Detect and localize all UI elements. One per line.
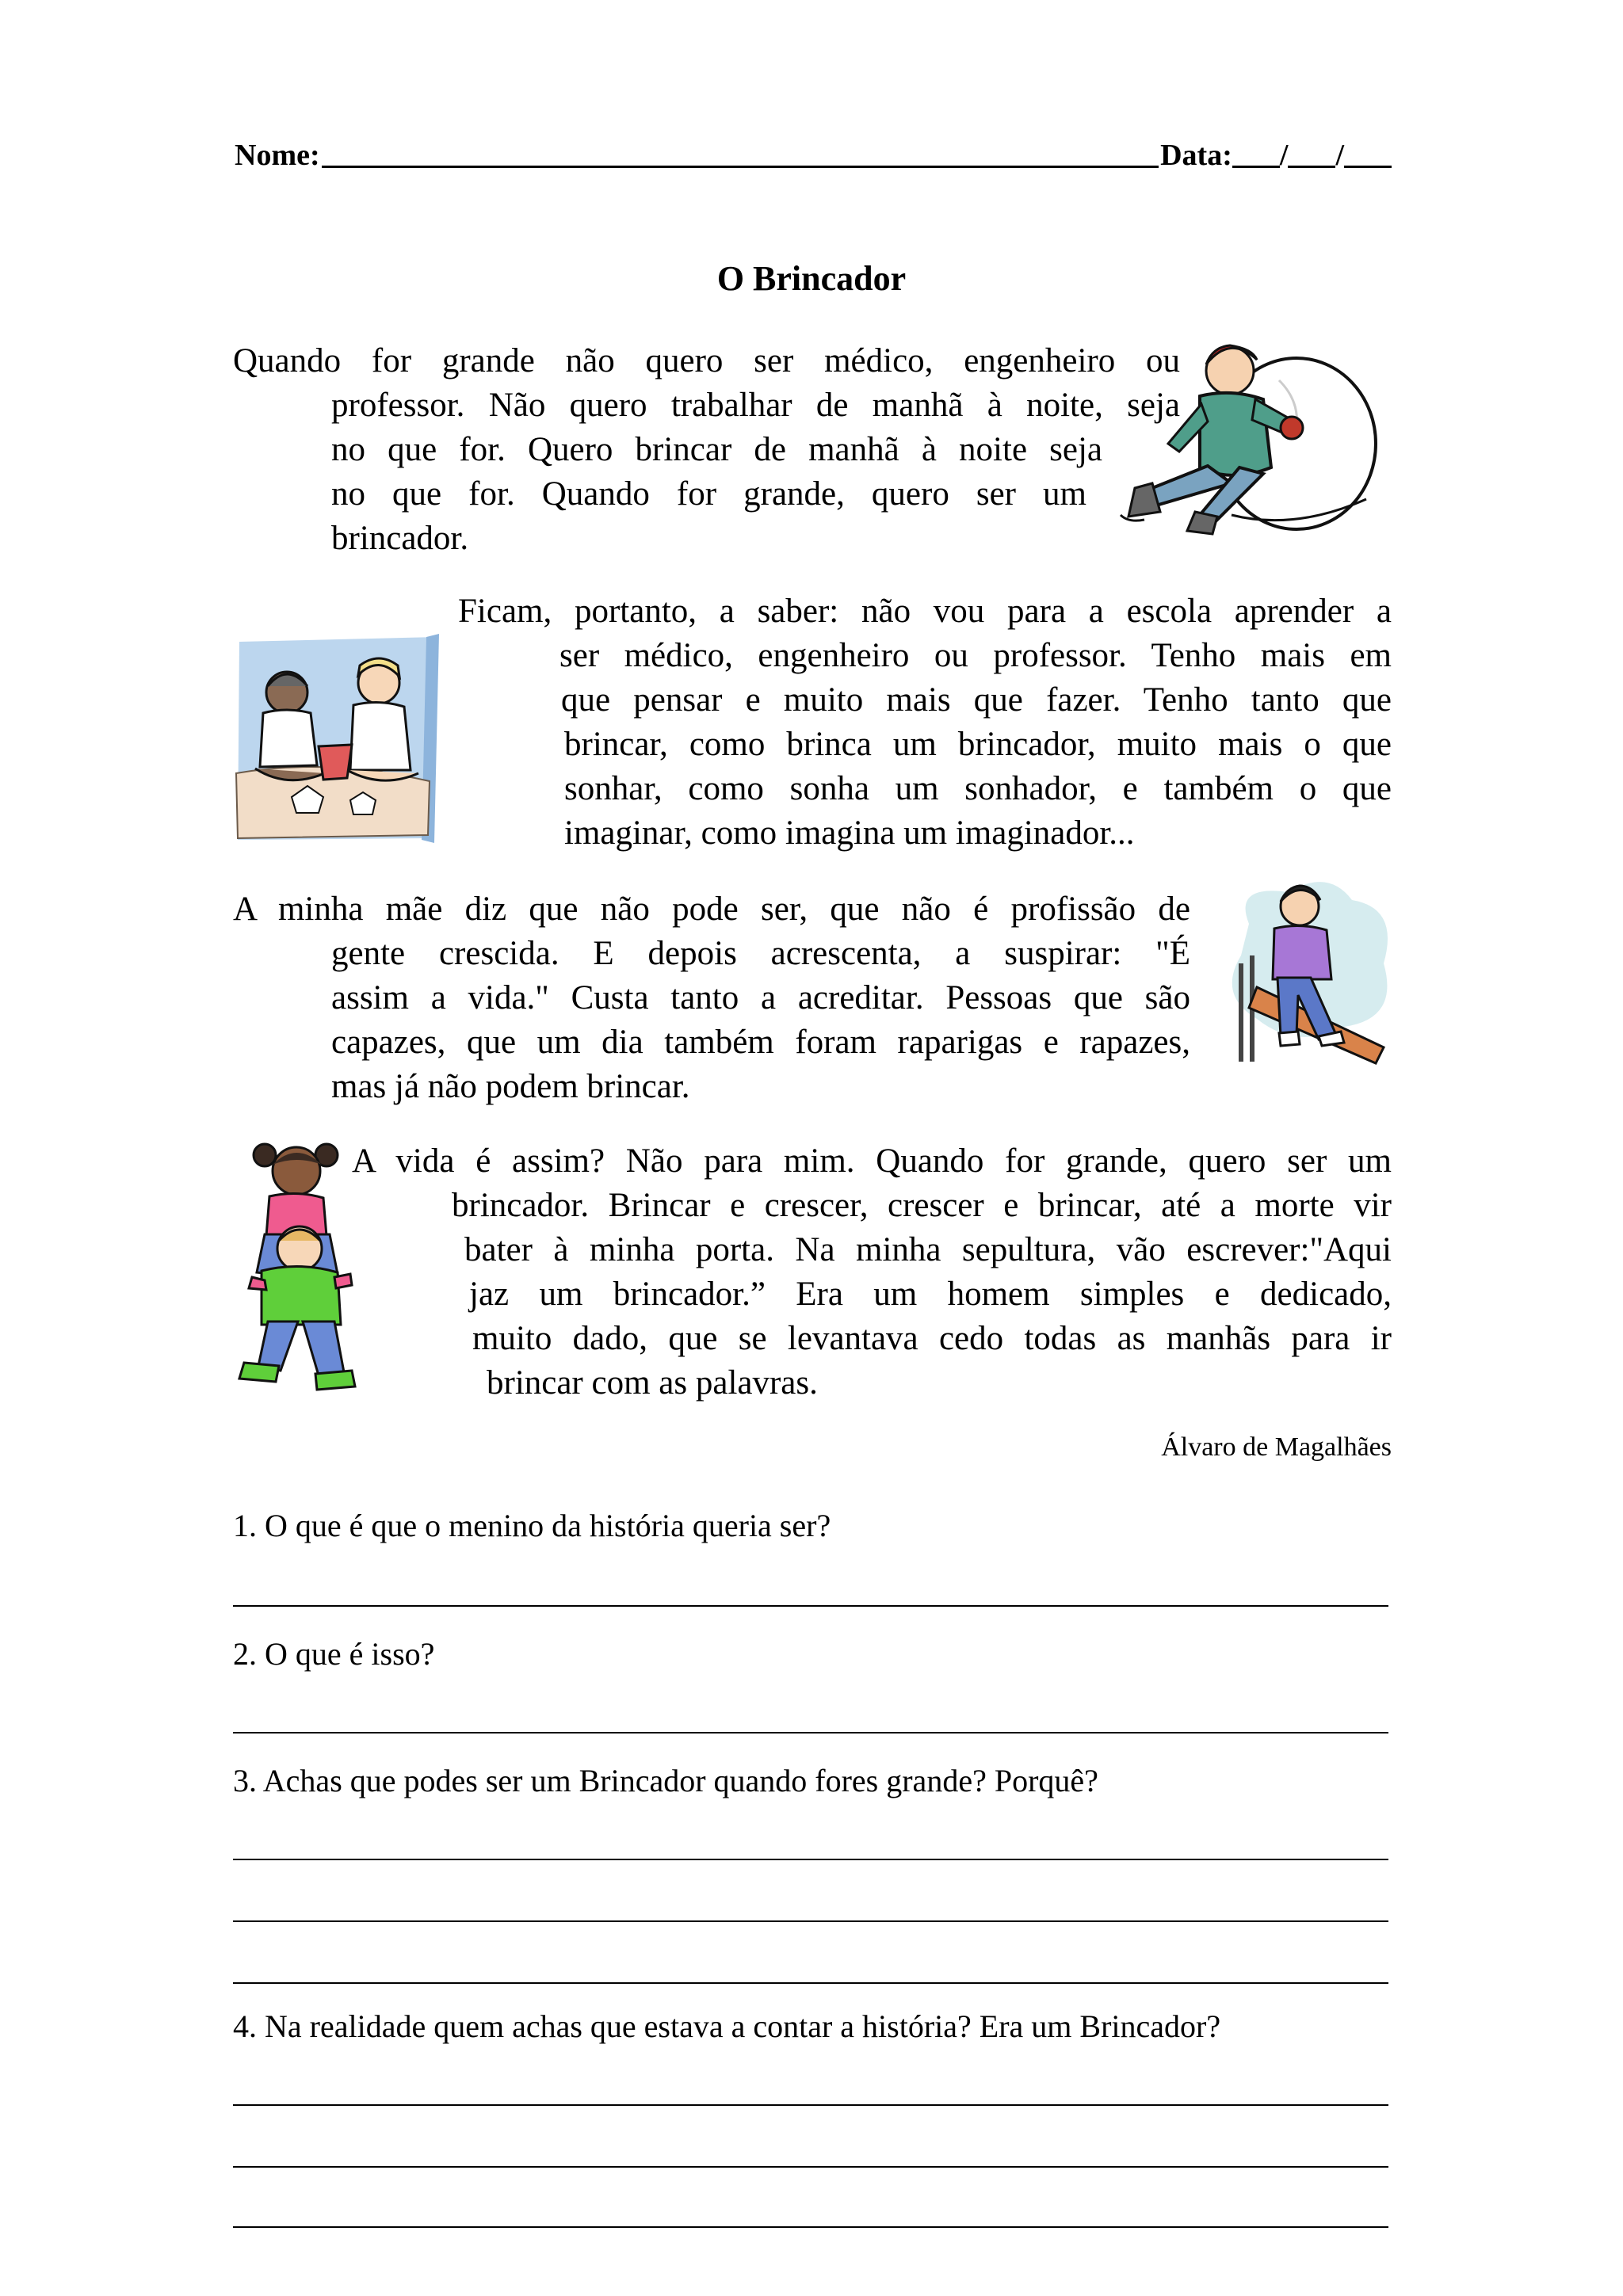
- paragraph-line: brincar com as palavras.: [487, 1364, 818, 1402]
- paragraph-line: assim a vida." Custa tanto a acreditar. Pessoas que são: [331, 979, 1190, 1016]
- name-label: Nome:: [235, 139, 320, 172]
- paragraph-line: Ficam, portanto, a saber: não vou para a escola aprender a: [458, 593, 1392, 630]
- paragraph-line: professor. Não quero trabalhar de manhã à noite, seja: [331, 387, 1180, 424]
- sandcastle-kids-illustration: [231, 631, 445, 845]
- answer-line[interactable]: [233, 1605, 1388, 1607]
- question-1: 1. O que é que o menino da história queria ser?: [233, 1508, 831, 1543]
- question-2: 2. O que é isso?: [233, 1636, 435, 1672]
- paragraph-line: muito dado, que se levantava cedo todas as manhãs para ir: [472, 1320, 1392, 1357]
- slide-boy-illustration: [1217, 868, 1400, 1066]
- answer-line[interactable]: [233, 2166, 1388, 2168]
- answer-line[interactable]: [233, 2226, 1388, 2228]
- paragraph-line: sonhar, como sonha um sonhador, e também o que: [564, 770, 1392, 807]
- story-paragraph-2: [458, 589, 1392, 856]
- paragraph-line: capazes, que um dia também foram raparigas e rapazes,: [331, 1024, 1190, 1061]
- story-paragraph-1: [233, 339, 1180, 561]
- question-3: 3. Achas que podes ser um Brincador quando fores grande? Porquê?: [233, 1763, 1098, 1798]
- paragraph-line: Quando for grande não quero ser médico, engenheiro ou: [233, 342, 1180, 379]
- story-title: O Brincador: [716, 259, 907, 298]
- snow-boy-illustration: [1113, 333, 1382, 539]
- answer-line[interactable]: [233, 1732, 1388, 1733]
- paragraph-line: gente crescida. E depois acrescenta, a suspirar: "É: [331, 935, 1190, 972]
- name-date-header: [235, 128, 1392, 173]
- paragraph-line: brincador. Brincar e crescer, crescer e brincar, até a morte vir: [452, 1187, 1392, 1224]
- paragraph-line: no que for. Quero brincar de manhã à noite seja: [331, 431, 1102, 468]
- date-day-line[interactable]: [1232, 134, 1280, 168]
- paragraph-line: brincador.: [331, 520, 469, 557]
- answer-line[interactable]: [233, 2104, 1388, 2106]
- paragraph-line: que pensar e muito mais que fazer. Tenho tanto que: [561, 681, 1392, 719]
- paragraph-line: mas já não podem brincar.: [331, 1068, 690, 1105]
- paragraph-line: A minha mãe diz que não pode ser, que não é profissão de: [233, 891, 1190, 928]
- date-separator-2: /: [1335, 139, 1344, 172]
- date-year-line[interactable]: [1344, 134, 1392, 168]
- paragraph-line: jaz um brincador.” Era um homem simples e dedicado,: [469, 1276, 1392, 1313]
- paragraph-line: brincar, como brinca um brincador, muito mais o que: [564, 726, 1392, 763]
- piggyback-kids-illustration: [233, 1141, 368, 1394]
- paragraph-line: bater à minha porta. Na minha sepultura, vão escrever:"Aqui: [464, 1231, 1392, 1268]
- story-paragraph-3: [233, 887, 1190, 1109]
- paragraph-line: ser médico, engenheiro ou professor. Tenho mais em: [559, 637, 1392, 674]
- answer-line[interactable]: [233, 1982, 1388, 1984]
- answer-line[interactable]: [233, 1920, 1388, 1922]
- date-separator-1: /: [1279, 139, 1289, 172]
- date-label: Data:: [1160, 139, 1232, 172]
- paragraph-line: A vida é assim? Não para mim. Quando for grande, quero ser um: [352, 1142, 1392, 1180]
- story-author: Álvaro de Magalhães: [1161, 1432, 1392, 1462]
- question-4: 4. Na realidade quem achas que estava a contar a história? Era um Brincador?: [233, 2008, 1221, 2044]
- answer-line[interactable]: [233, 1859, 1388, 1860]
- date-month-line[interactable]: [1288, 134, 1335, 168]
- paragraph-line: no que for. Quando for grande, quero ser um: [331, 475, 1086, 513]
- story-paragraph-4: [352, 1139, 1392, 1405]
- paragraph-line: imaginar, como imagina um imaginador...: [564, 814, 1135, 852]
- name-field-line[interactable]: [322, 134, 1159, 168]
